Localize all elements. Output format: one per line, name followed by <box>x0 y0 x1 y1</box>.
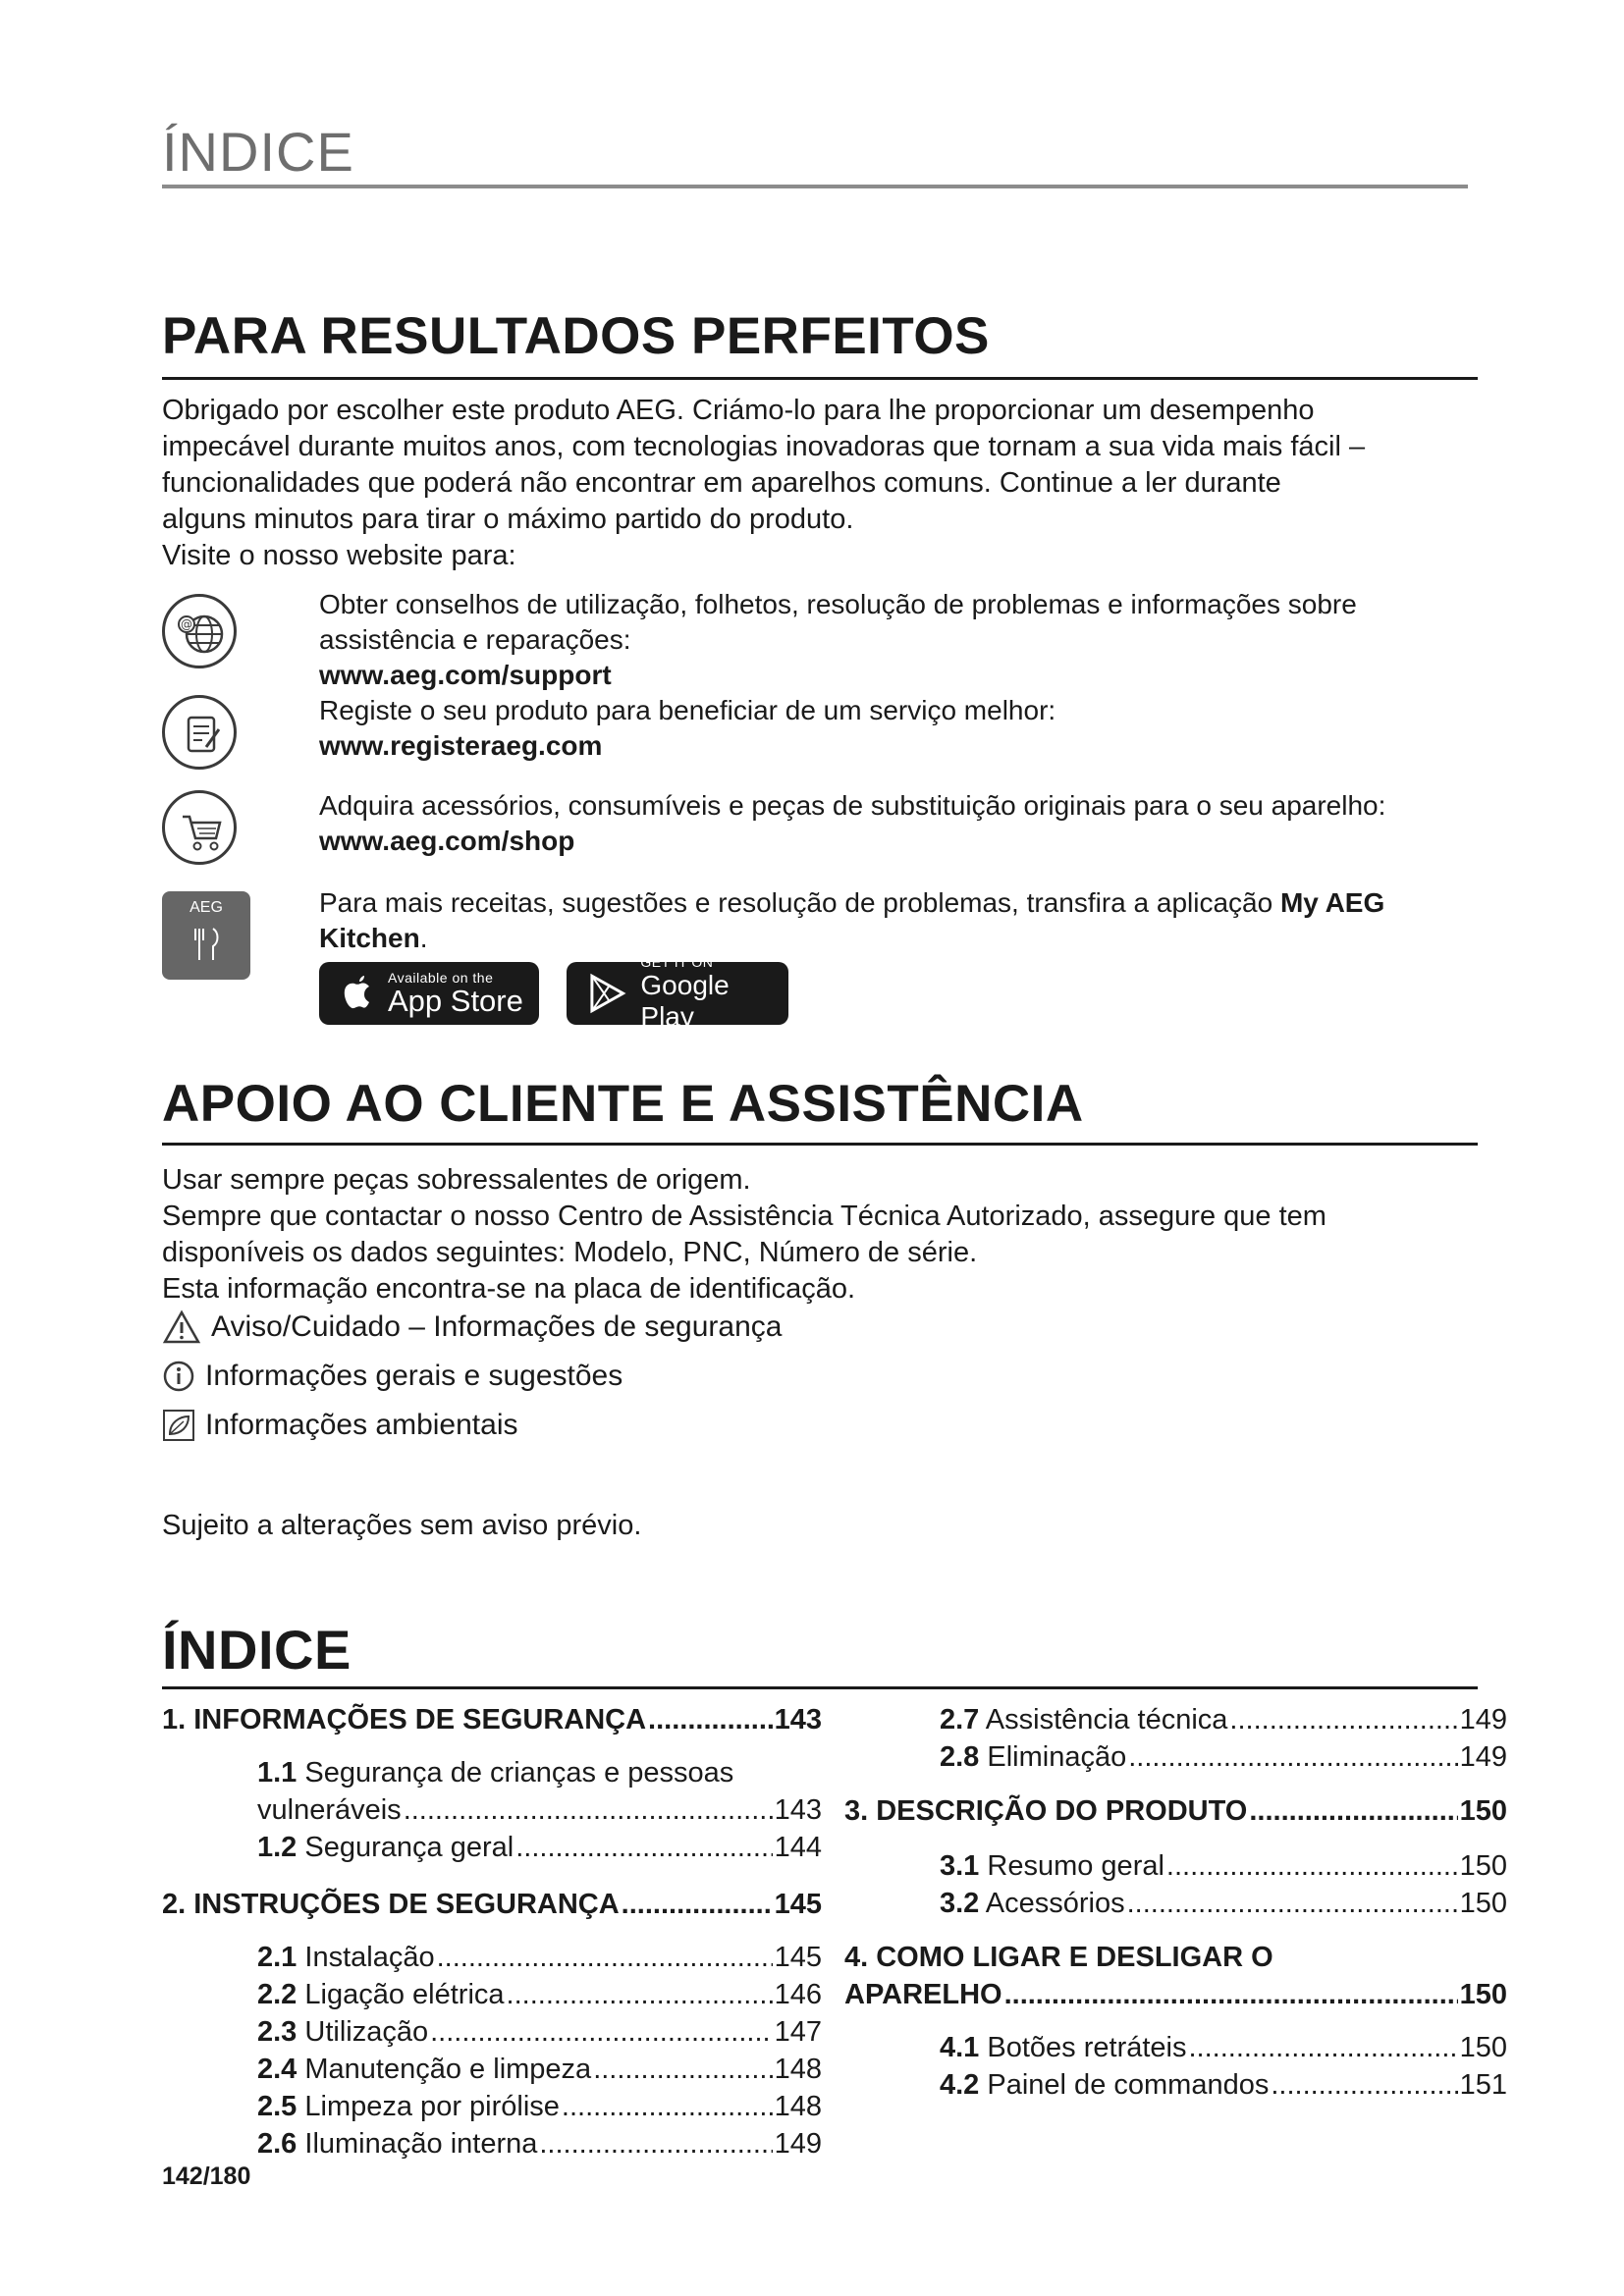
shop-text: Adquira acessórios, consumíveis e peças de substituição originais para o seu aparelho: <box>319 790 1386 821</box>
toc-num: 3.1 <box>940 1850 980 1882</box>
toc-num: 2.1 <box>257 1942 298 1973</box>
appstore-big-text: App Store <box>388 984 523 1018</box>
register-link[interactable]: www.registeraeg.com <box>319 730 603 761</box>
shop-link[interactable]: www.aeg.com/shop <box>319 826 575 856</box>
toc-item-2-6[interactable] <box>257 2125 822 2163</box>
toc-label: Assistência técnica <box>985 1704 1228 1735</box>
toc-page: 150 <box>1459 1795 1507 1827</box>
support-line: Sempre que contactar o nosso Centro de Assistência Técnica Autorizado, assegure que tem <box>162 1201 1326 1232</box>
shop-block <box>319 788 1478 859</box>
app-name-cont: Kitchen <box>319 923 420 953</box>
toc-label: Resumo geral <box>987 1850 1164 1882</box>
app-block <box>319 885 1478 956</box>
toc-item-2-7[interactable] <box>940 1701 1507 1738</box>
toc-section-title-cont: APARELHO <box>844 1979 1002 2010</box>
toc-num: 2.4 <box>257 2054 298 2085</box>
toc-page: 150 <box>1459 1850 1507 1882</box>
toc-num: 2.2 <box>257 1979 298 2010</box>
apple-icon <box>333 969 382 1018</box>
toc-label: Limpeza por pirólise <box>304 2091 560 2122</box>
app-name: My AEG <box>1279 887 1385 918</box>
toc-num: 2.6 <box>257 2128 298 2160</box>
toc-item-1-2[interactable] <box>257 1829 822 1866</box>
warning-triangle-icon <box>162 1309 201 1345</box>
toc-divider <box>162 1686 1478 1689</box>
aeg-kitchen-app-icon <box>162 891 250 980</box>
toc-item-2-5[interactable] <box>257 2088 822 2125</box>
change-notice: Sujeito a alterações sem aviso prévio. <box>162 1510 642 1541</box>
toc-label: Ligação elétrica <box>304 1979 505 2010</box>
intro-line: Obrigado por escolher este produto AEG. Criámo-lo para lhe proporcionar um desempenho <box>162 395 1315 426</box>
toc-label: vulneráveis <box>257 1794 402 1826</box>
support-divider <box>162 1143 1478 1146</box>
toc-section-title: 4. COMO LIGAR E DESLIGAR O <box>844 1942 1273 1973</box>
support-heading: APOIO AO CLIENTE E ASSISTÊNCIA <box>162 1075 1084 1133</box>
support-text-line: Obter conselhos de utilização, folhetos, resolução de problemas e informações sobre <box>319 589 1357 619</box>
support-line: Usar sempre peças sobressalentes de origem. <box>162 1164 751 1196</box>
toc-label: Utilização <box>304 2016 429 2048</box>
toc-page: 148 <box>774 2091 822 2122</box>
googleplay-big-text: Google Play <box>640 970 730 1032</box>
toc-label: Segurança de crianças e pessoas <box>304 1757 734 1789</box>
app-text: Para mais receitas, sugestões e resolução de problemas, transfira a aplicação <box>319 887 1273 918</box>
toc-page: 145 <box>774 1942 822 1973</box>
toc-item-3-2[interactable] <box>940 1885 1507 1922</box>
toc-label: Segurança geral <box>304 1832 514 1863</box>
toc-section-2[interactable] <box>162 1886 822 1923</box>
toc-section-4[interactable] <box>844 1939 1507 2013</box>
google-play-icon <box>584 970 630 1017</box>
toc-page: 150 <box>1459 2032 1507 2063</box>
toc-page: 146 <box>774 1979 822 2010</box>
globe-support-icon <box>162 594 237 668</box>
visit-text: Visite o nosso website para: <box>162 540 516 571</box>
legend-warning-text: Aviso/Cuidado – Informações de segurança <box>211 1310 783 1343</box>
toc-num: 1.1 <box>257 1757 298 1789</box>
legend-environment <box>162 1408 518 1443</box>
toc-page: 148 <box>774 2054 822 2085</box>
toc-page: 149 <box>1459 1704 1507 1735</box>
toc-page: 149 <box>1459 1741 1507 1773</box>
toc-section-1[interactable] <box>162 1701 822 1738</box>
svg-text:@: @ <box>181 617 192 631</box>
toc-page: 143 <box>774 1704 822 1735</box>
toc-label: Painel de commandos <box>987 2069 1270 2101</box>
toc-item-1-1[interactable] <box>257 1754 822 1829</box>
support-link[interactable]: www.aeg.com/support <box>319 660 612 690</box>
results-heading: PARA RESULTADOS PERFEITOS <box>162 307 990 365</box>
toc-label: Instalação <box>304 1942 435 1973</box>
toc-num: 4.2 <box>940 2069 980 2101</box>
toc-section-title: 1. INFORMAÇÕES DE SEGURANÇA <box>162 1704 647 1735</box>
toc-section-title: 2. INSTRUÇÕES DE SEGURANÇA <box>162 1889 620 1920</box>
toc-num: 1.2 <box>257 1832 298 1863</box>
legend-info <box>162 1359 623 1394</box>
toc-page: 145 <box>774 1889 822 1920</box>
toc-item-2-8[interactable] <box>940 1738 1507 1776</box>
toc-num: 2.8 <box>940 1741 980 1773</box>
toc-num: 2.5 <box>257 2091 298 2122</box>
toc-label: Eliminação <box>987 1741 1127 1773</box>
toc-num: 4.1 <box>940 2032 980 2063</box>
toc-label: Manutenção e limpeza <box>304 2054 592 2085</box>
header-divider <box>162 185 1468 188</box>
legend-warning <box>162 1309 782 1345</box>
toc-page: 150 <box>1459 1888 1507 1919</box>
toc-num: 2.3 <box>257 2016 298 2048</box>
legend-info-text: Informações gerais e sugestões <box>205 1360 623 1392</box>
page-number: 142/180 <box>162 2163 251 2190</box>
leaf-environment-icon <box>162 1409 195 1442</box>
toc-heading: ÍNDICE <box>162 1619 352 1681</box>
app-period: . <box>419 923 428 953</box>
toc-section-3[interactable] <box>844 1792 1507 1830</box>
toc-item-2-2[interactable] <box>257 1976 822 2013</box>
toc-label: Iluminação interna <box>304 2128 538 2160</box>
support-line: disponíveis os dados seguintes: Modelo, PNC, Número de série. <box>162 1237 978 1268</box>
toc-page: 151 <box>1459 2069 1507 2101</box>
results-intro <box>162 393 1468 574</box>
toc-label: Acessórios <box>985 1888 1125 1919</box>
toc-item-2-1[interactable] <box>257 1939 822 1976</box>
toc-page: 144 <box>774 1832 822 1863</box>
intro-line: alguns minutos para tirar o máximo partido do produto. <box>162 504 854 535</box>
toc-label: Botões retráteis <box>987 2032 1187 2063</box>
toc-item-3-1[interactable] <box>940 1847 1507 1885</box>
intro-line: impecável durante muitos anos, com tecnologias inovadoras que tornam a sua vida mais fácil – <box>162 431 1366 462</box>
toc-item-4-2[interactable] <box>940 2066 1507 2104</box>
toc-section-title: 3. DESCRIÇÃO DO PRODUTO <box>844 1795 1248 1827</box>
googleplay-small-text: GET IT ON <box>640 954 714 970</box>
toc-page: 147 <box>774 2016 822 2048</box>
register-document-icon <box>162 695 237 770</box>
results-divider <box>162 377 1478 380</box>
shopping-cart-icon <box>162 790 237 865</box>
support-line: Esta informação encontra-se na placa de identificação. <box>162 1273 856 1305</box>
legend-env-text: Informações ambientais <box>205 1409 518 1441</box>
appstore-small-text: Available on the <box>388 970 494 986</box>
support-text <box>162 1162 1468 1308</box>
info-icon <box>162 1360 195 1393</box>
google-play-button[interactable] <box>567 954 788 1032</box>
toc-item-2-3[interactable] <box>257 2013 822 2051</box>
toc-item-4-1[interactable] <box>940 2029 1507 2066</box>
toc-num: 3.2 <box>940 1888 980 1919</box>
toc-num: 2.7 <box>940 1704 980 1735</box>
intro-line: funcionalidades que poderá não encontrar em aparelhos comuns. Continue a ler durante <box>162 467 1281 499</box>
app-store-button[interactable] <box>319 962 539 1025</box>
toc-item-2-4[interactable] <box>257 2051 822 2088</box>
page-header-title: ÍNDICE <box>162 121 354 183</box>
register-text: Registe o seu produto para beneficiar de um serviço melhor: <box>319 695 1056 725</box>
aeg-app-badge-label: AEG <box>189 899 223 916</box>
toc-page: 149 <box>774 2128 822 2160</box>
support-block <box>319 587 1478 764</box>
toc-page: 143 <box>774 1794 822 1826</box>
support-text-line: assistência e reparações: <box>319 624 631 655</box>
toc-page: 150 <box>1459 1979 1507 2010</box>
